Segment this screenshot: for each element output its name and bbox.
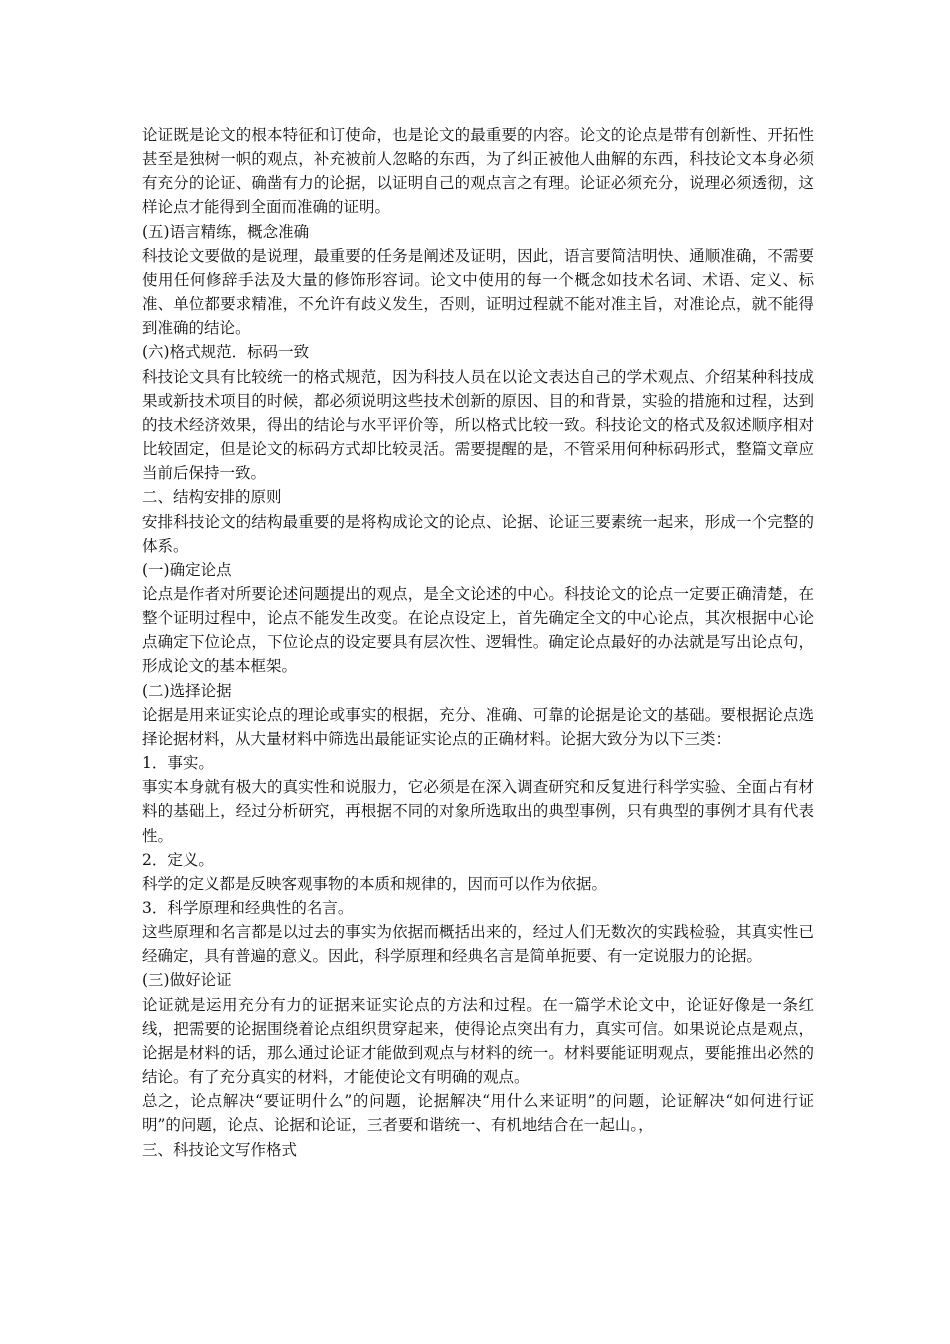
heading-argumentation: (三)做好论证 [142,971,232,990]
paragraph-definitions: 科学的定义都是反映客观事物的本质和规律的，因而可以作为依据。 [142,874,608,893]
list-item-facts: 1．事实。 [142,754,214,773]
paragraph-summary: 总之，论点解决“要证明什么”的问题，论据解决“用什么来证明”的问题，论证解决“如何进行证明”的问题，论点、论据和论证，三者要和谐统一、有机地结合在一起山。， [142,1092,814,1135]
paragraph-determine-thesis: 论点是作者对所要论述问题提出的观点，是全文论述的中心。科技论文的论点一定要正确清楚，在整个证明过程中，论点不能发生改变。在论点设定上，首先确定全文的中心论点，其次根据中心论点确定下位论点，下位论点的设定要具有层次性、逻辑性。确定论点最好的办法就是写出论点句，形成论文的基本框架。 [142,584,814,676]
paragraph-principles: 这些原理和名言都是以过去的事实为依据而概括出来的，经过人们无数次的实践检验，其真实性已经确定，具有普遍的意义。因此，科学原理和经典名言是简单扼要、有一定说服力的论据。 [142,923,814,966]
document-body [142,123,814,1162]
heading-determine-thesis: (一)确定论点 [142,560,232,579]
heading-writing-format: 三、科技论文写作格式 [142,1140,298,1159]
paragraph-argumentation: 论证就是运用充分有力的证据来证实论点的方法和过程。在一篇学术论文中，论证好像是一条红线，把需要的论据围绕着论点组织贯穿起来，使得论点突出有力，真实可信。如果说论点是观点，论据是材料的话，那么通过论证才能做到观点与材料的统一。材料要能证明观点，要能推出必然的结论。有了充分真实的材料，才能使论文有明确的观点。 [142,995,814,1087]
paragraph-language-concise: 科技论文要做的是说理，最重要的任务是阐述及证明，因此，语言要简洁明快、通顺准确，不需要使用任何修辞手法及大量的修饰形容词。论文中使用的每一个概念如技术名词、术语、定义、标准、单位都要求精准，不允许有歧义发生，否则，证明过程就不能对准主旨，对准论点，就不能得到准确的结论。 [142,246,814,338]
paragraph-format-standard: 科技论文具有比较统一的格式规范，因为科技人员在以论文表达自己的学术观点、介绍某种科技成果或新技术项目的时候，都必须说明这些技术创新的原因、目的和背景，实验的措施和过程，达到的技术经济效果，得出的结论与水平评价等，所以格式比较一致。科技论文的格式及叙述顺序相对比较固定，但是论文的标码方式却比较灵活。需要提醒的是，不管采用何种标码形式，整篇文章应当前后保持一致。 [142,367,814,483]
paragraph-argumentation-intro: 论证既是论文的根本特征和订使命，也是论文的最重要的内容。论文的论点是带有创新性、开拓性甚至是独树一帜的观点，补充被前人忽略的东西，为了纠正被他人曲解的东西，科技论文本身必须有充分的论证、确凿有力的论据，以证明自己的观点言之有理。论证必须充分，说理必须透彻，这样论点才能得到全面而准确的证明。 [142,126,814,217]
paragraph-facts: 事实本身就有极大的真实性和说服力，它必须是在深入调查研究和反复进行科学实验、全面占有材料的基础上，经过分析研究，再根据不同的对象所选取出的典型事例，只有典型的事例才具有代表性。 [142,778,814,845]
heading-structure-principles: 二、结构安排的原则 [142,488,282,507]
heading-format-standard: (六)格式规范．标码一致 [142,343,310,362]
paragraph-select-evidence: 论据是用来证实论点的理论或事实的根据，充分、准确、可靠的论据是论文的基础。要根据论点选择论据材料，从大量材料中筛选出最能证实论点的正确材料。论据大致分为以下三类： [142,705,814,748]
heading-language-concise: (五)语言精练，概念准确 [142,222,310,241]
heading-select-evidence: (二)选择论据 [142,681,232,700]
list-item-definitions: 2．定义。 [142,850,214,869]
list-item-principles: 3．科学原理和经典性的名言。 [142,899,354,917]
paragraph-structure-principles: 安排科技论文的结构最重要的是将构成论文的论点、论据、论证三要素统一起来，形成一个完整的体系。 [142,512,814,555]
